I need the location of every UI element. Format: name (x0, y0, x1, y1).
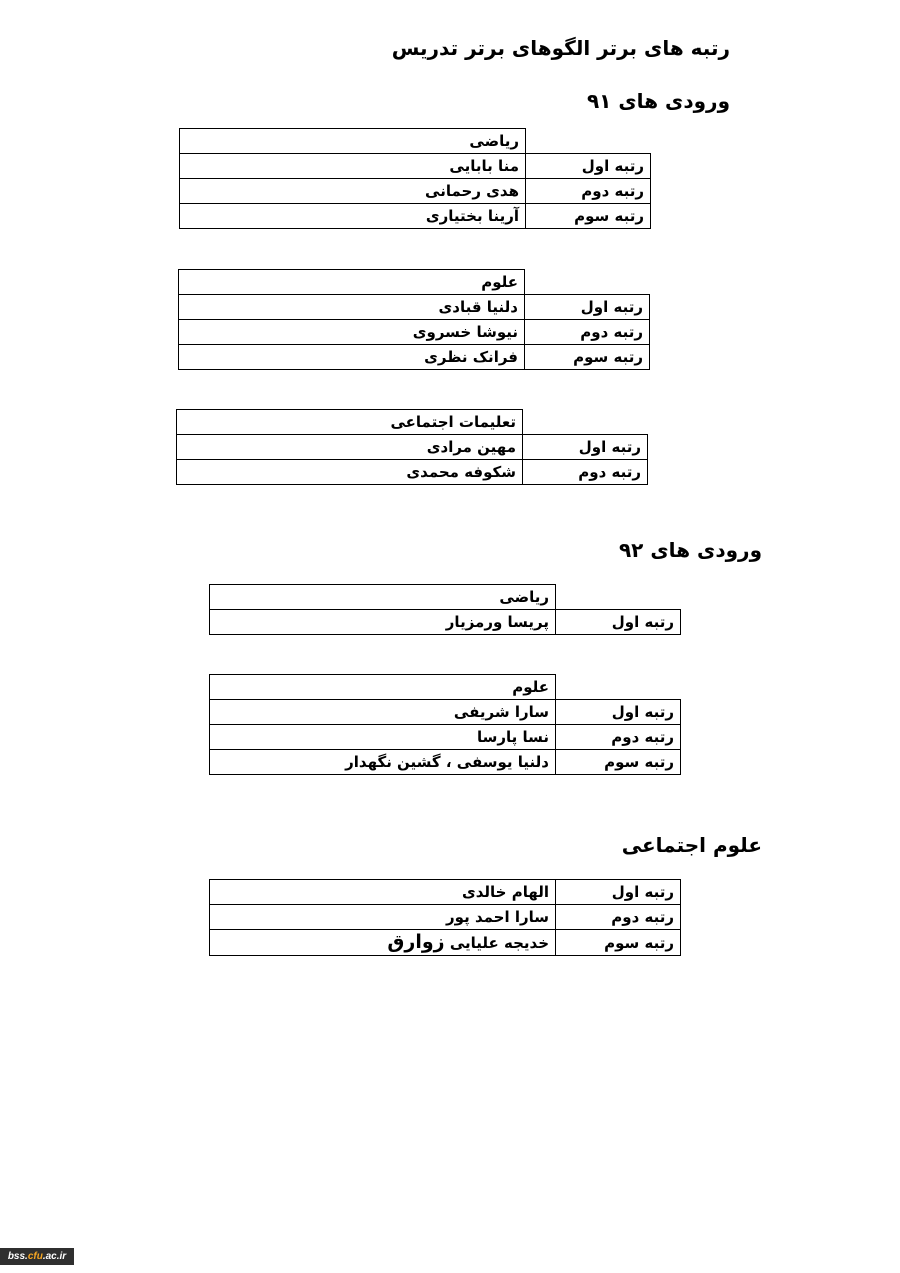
ranking-table-social-studies (209, 879, 681, 956)
ranking-table-92-math (209, 584, 681, 635)
name-cell: پریسا ورمزیار (210, 610, 556, 635)
name-cell: آرینا بختیاری (180, 204, 526, 229)
rank-cell: رتبه دوم (556, 725, 681, 750)
name-cell: فرانک نظری (179, 345, 525, 370)
site-suffix: .ac.ir (42, 1251, 67, 1262)
name-cell: منا بابایی (180, 154, 526, 179)
rank-cell: رتبه اول (556, 610, 681, 635)
table-header-spacer (525, 270, 650, 295)
table-row (179, 295, 650, 320)
site-prefix: bss. (7, 1251, 28, 1262)
table-subject: ریاضی (210, 585, 556, 610)
name-cell: سارا احمد پور (210, 905, 556, 930)
name-cell: شکوفه محمدی (177, 460, 523, 485)
table-header-row (210, 585, 681, 610)
name-cell: دلنیا یوسفی ، گشین نگهدار (210, 750, 556, 775)
rank-cell: رتبه سوم (525, 345, 650, 370)
table-header-spacer (556, 585, 681, 610)
rank-cell: رتبه سوم (526, 204, 651, 229)
table-subject: علوم (210, 675, 556, 700)
table-row (180, 204, 651, 229)
table-header-spacer (523, 410, 648, 435)
ranking-table-91-social-studies (176, 409, 648, 485)
section-heading-91: ورودی های ۹۱ (586, 89, 730, 113)
rank-cell: رتبه اول (525, 295, 650, 320)
table-header-row (180, 129, 651, 154)
table-row (180, 179, 651, 204)
rank-cell: رتبه دوم (526, 179, 651, 204)
name-part-emphasized: زوارق (387, 931, 445, 953)
table-subject: علوم (179, 270, 525, 295)
table-header-row (210, 675, 681, 700)
name-cell: دلنیا قبادی (179, 295, 525, 320)
name-cell: نیوشا خسروی (179, 320, 525, 345)
table-row (177, 435, 648, 460)
name-cell: الهام خالدی (210, 880, 556, 905)
name-cell: هدی رحمانی (180, 179, 526, 204)
table-row (210, 725, 681, 750)
rank-cell: رتبه سوم (556, 750, 681, 775)
table-subject: ریاضی (180, 129, 526, 154)
table-header-row (177, 410, 648, 435)
table-subject: تعلیمات اجتماعی (177, 410, 523, 435)
table-row (177, 460, 648, 485)
name-cell: نسا پارسا (210, 725, 556, 750)
name-cell: مهین مرادی (177, 435, 523, 460)
page-title: رتبه های برتر الگوهای برتر تدریس (391, 36, 730, 60)
table-row (180, 154, 651, 179)
table-row (210, 930, 681, 956)
name-cell (210, 930, 556, 956)
table-row (210, 750, 681, 775)
rank-cell: رتبه دوم (556, 905, 681, 930)
ranking-table-91-math (179, 128, 651, 229)
table-header-row (179, 270, 650, 295)
ranking-table-92-science (209, 674, 681, 775)
ranking-table-91-science (178, 269, 650, 370)
rank-cell: رتبه اول (556, 700, 681, 725)
table-row (210, 700, 681, 725)
rank-cell: رتبه دوم (525, 320, 650, 345)
table-row (210, 905, 681, 930)
rank-cell: رتبه اول (556, 880, 681, 905)
rank-cell: رتبه سوم (556, 930, 681, 956)
table-header-spacer (526, 129, 651, 154)
site-footer-badge[interactable] (0, 1248, 74, 1265)
table-header-spacer (556, 675, 681, 700)
name-cell: سارا شریفی (210, 700, 556, 725)
section-heading-social-studies: علوم اجتماعی (621, 833, 762, 857)
rank-cell: رتبه دوم (523, 460, 648, 485)
rank-cell: رتبه اول (526, 154, 651, 179)
table-row (210, 610, 681, 635)
site-accent: cfu (27, 1251, 43, 1262)
table-row (179, 320, 650, 345)
section-heading-92: ورودی های ۹۲ (618, 538, 762, 562)
table-row (179, 345, 650, 370)
table-row (210, 880, 681, 905)
rank-cell: رتبه اول (523, 435, 648, 460)
name-part: خدیجه علیایی (449, 934, 549, 952)
